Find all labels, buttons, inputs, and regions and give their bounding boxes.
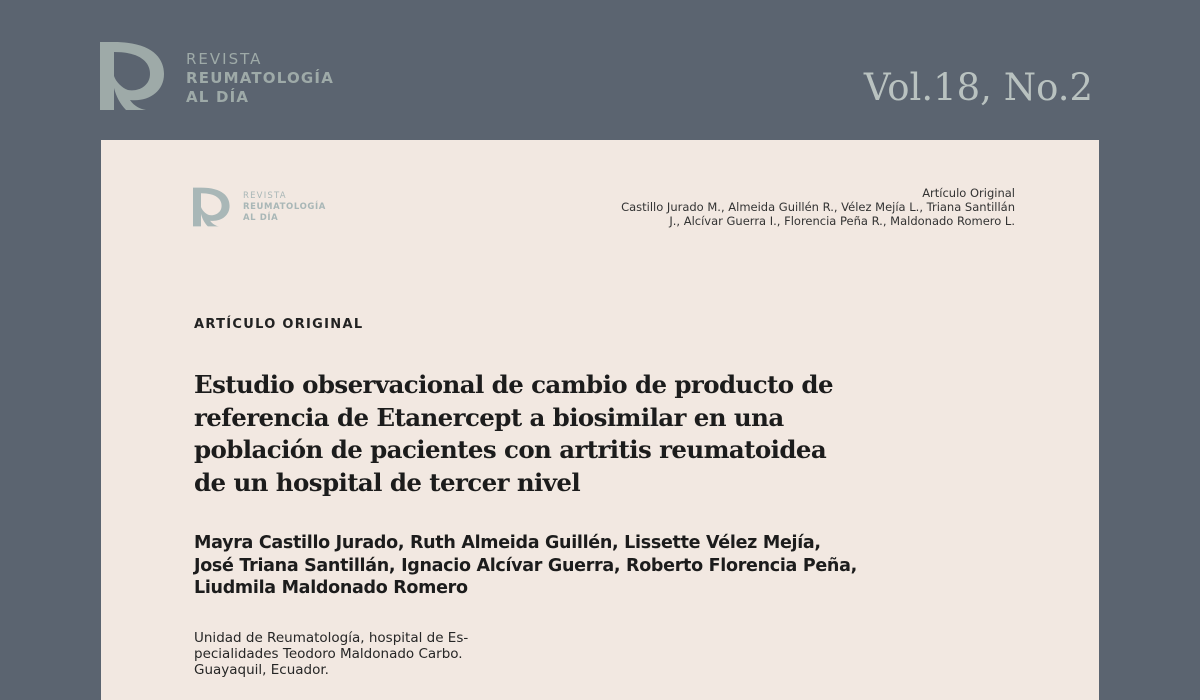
journal-logo [100,40,340,112]
page-journal-name-line2: REUMATOLOGÍA [243,202,326,212]
article-page [101,140,1099,700]
page-journal-logo [193,186,353,228]
running-header-section: Artículo Original [922,186,1015,200]
journal-logo-mark [100,40,170,112]
issue-number: Vol.18, No.2 [863,66,1093,109]
journal-name-line3: AL DÍA [186,88,250,106]
affiliation-line1: Unidad de Reumatología, hospital de Es- [194,630,469,646]
journal-name-line2: REUMATOLOGÍA [186,69,335,87]
journal-name-line1: REVISTA [186,50,263,68]
page-journal-name-line3: AL DÍA [243,213,279,223]
running-header-authors-line2: J., Alcívar Guerra I., Florencia Peña R., Maldonado Romero L. [669,214,1015,228]
running-header-authors-line1: Castillo Jurado M., Almeida Guillén R., Vélez Mejía L., Triana Santillán [621,200,1015,214]
author-list: Mayra Castillo Jurado, Ruth Almeida Guillén, Lissette Vélez Mejía, José Triana Santillán, Ignacio Alcívar Guerra, Roberto Florencia Peña, Liudmila Maldonado Romero [194,533,857,598]
affiliation-line3: Guayaquil, Ecuador. [194,662,329,678]
page-journal-logo-mark [193,186,233,228]
page-journal-name-line1: REVISTA [243,191,287,201]
article-type-label: ARTÍCULO ORIGINAL [194,317,364,332]
article-title: Estudio observacional de cambio de producto de referencia de Etanercept a biosimilar en una población de pacientes con artritis reumatoidea de un hospital de tercer nivel [194,370,833,497]
running-header [575,186,1015,228]
affiliation-line2: pecialidades Teodoro Maldonado Carbo. [194,646,463,662]
affiliation [194,630,504,678]
